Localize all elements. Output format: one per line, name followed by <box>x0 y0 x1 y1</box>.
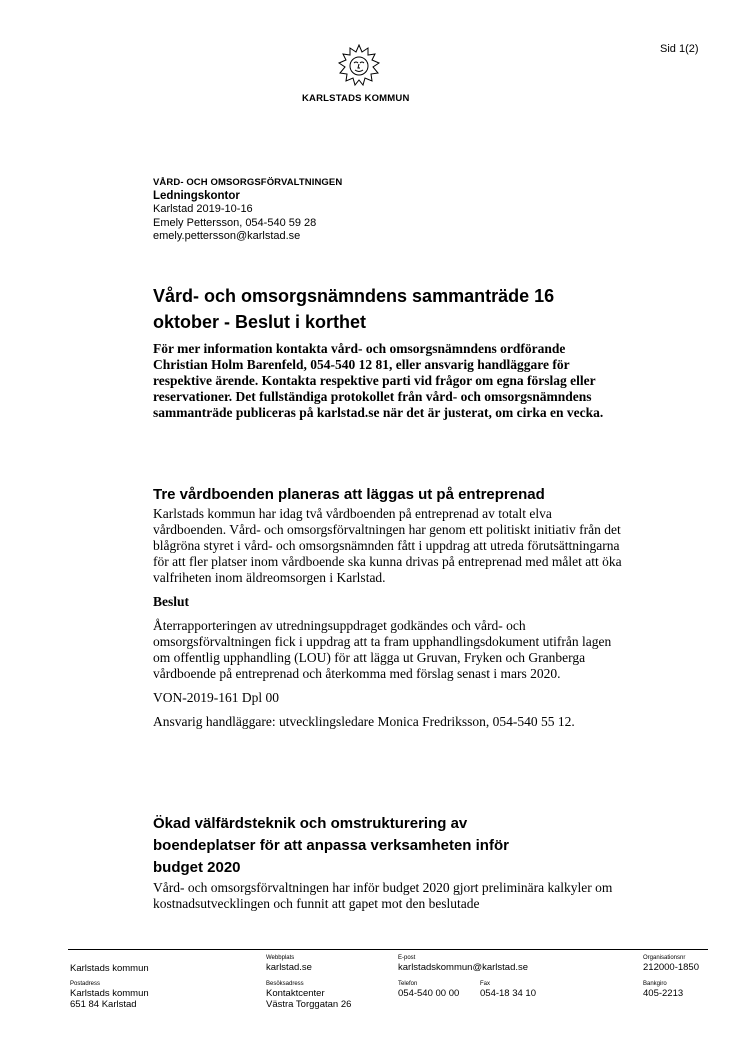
contact-email: emely.pettersson@karlstad.se <box>153 230 301 242</box>
footer-orgnr <box>643 955 699 973</box>
footer-phone-value: 054-540 00 00 <box>398 988 460 999</box>
footer-visit <box>266 981 351 1010</box>
footer-orgnr-label: Organisationsnr <box>643 955 686 961</box>
footer-fax-value: 054-18 34 10 <box>480 988 536 999</box>
date-line: Karlstad 2019-10-16 <box>153 203 253 215</box>
footer-postal <box>70 981 149 1010</box>
section-vardboenden <box>153 484 623 738</box>
footer-email-value: karlstadskommun@karlstad.se <box>398 962 529 973</box>
footer-bankgiro-value: 405-2213 <box>643 988 684 999</box>
section-body: Karlstads kommun har idag två vårdboenden på entreprenad av totalt elva vårdboenden. Vård- och omsorgsförvaltningen har genom ett politiskt initiativ från det blågröna styret i vård- och omsorgsnämnden fått i uppdrag att utreda förutsättningarna för att fler platser inom vårdboende ska kunna drivas på entreprenad med målet att öka valfriheten inom äldreomsorgen i Karlstad. <box>153 506 622 585</box>
footer-postal-label: Postadress <box>70 981 101 987</box>
section-valfardsteknik <box>153 813 623 920</box>
footer-email-label: E-post <box>398 955 416 961</box>
footer-bankgiro-label: Bankgiro <box>643 981 667 987</box>
footer-bankgiro <box>643 981 683 999</box>
footer-web-label: Webbplats <box>266 955 295 961</box>
heading-line-2: boendeplatser för att anpassa verksamheten inför <box>153 837 509 854</box>
footer-name-value: Karlstads kommun <box>70 963 149 974</box>
footer-phone <box>398 981 459 999</box>
title-line-1: Vård- och omsorgsnämndens sammanträde 16 <box>153 286 555 306</box>
section-body: Vård- och omsorgsförvaltningen har inför budget 2020 gjort preliminära kalkyler om kostnadsutvecklingen och funnit att gapet mot den beslutade <box>153 880 613 911</box>
case-number: VON-2019-161 Dpl 00 <box>153 690 279 705</box>
department-name: VÅRD- OCH OMSORGSFÖRVALTNINGEN <box>153 177 343 188</box>
decision-heading: Beslut <box>153 594 190 609</box>
intro-paragraph: För mer information kontakta vård- och omsorgsnämndens ordförande Christian Holm Barenfeld, 054-540 12 81, eller ansvarig handläggare för respektive ärende. Kontakta respektive parti vid frågor om egna förslag eller reservationer. Det fullständiga protokollet från vård- och omsorgsnämndens sammanträde publiceras på karlstad.se när det är justerat, om cirka en vecka. <box>153 341 604 420</box>
footer-email <box>398 955 528 973</box>
footer-postal-line-1: Karlstads kommun <box>70 988 149 999</box>
footer-orgnr-value: 212000-1850 <box>643 962 699 973</box>
heading-line-3: budget 2020 <box>153 859 241 876</box>
sun-logo-icon <box>333 44 385 88</box>
footer-postal-line-2: 651 84 Karlstad <box>70 999 137 1010</box>
section-heading: Tre vårdboenden planeras att läggas ut på entreprenad <box>153 486 545 503</box>
sender-block <box>153 176 342 244</box>
footer-divider <box>68 949 708 950</box>
office-name: Ledningskontor <box>153 189 240 202</box>
document-title <box>153 283 623 335</box>
footer-fax-label: Fax <box>480 981 491 987</box>
main-content <box>153 283 623 421</box>
org-name: KARLSTADS KOMMUN <box>302 93 410 104</box>
contact-line: Emely Pettersson, 054-540 59 28 <box>153 216 317 229</box>
footer-visit-line-2: Västra Torggatan 26 <box>266 999 352 1010</box>
footer-phone-label: Telefon <box>398 981 418 987</box>
footer-web <box>266 955 312 973</box>
heading-line-1: Ökad välfärdsteknik och omstrukturering av <box>153 815 468 832</box>
footer-name <box>70 963 149 974</box>
footer-fax <box>480 981 536 999</box>
section-heading <box>153 813 623 879</box>
footer-web-value: karlstad.se <box>266 962 312 973</box>
footer-visit-label: Besöksadress <box>266 981 304 987</box>
decision-text: Återrapporteringen av utredningsuppdraget godkändes och vård- och omsorgsförvaltningen fick i uppdrag att ta fram upphandlingsdokument utifrån lagen om offentlig upphandling (LOU) för att lägga ut Gruvan, Fryken och Granberga vårdboende på entreprenad och återkomma med förslag senast i mars 2020. <box>153 618 612 681</box>
page-number: Sid 1(2) <box>660 43 699 55</box>
title-line-2: oktober - Beslut i korthet <box>153 312 367 332</box>
responsible-officer: Ansvarig handläggare: utvecklingsledare Monica Fredriksson, 054-540 55 12. <box>153 714 575 729</box>
footer-visit-line-1: Kontaktcenter <box>266 988 325 999</box>
